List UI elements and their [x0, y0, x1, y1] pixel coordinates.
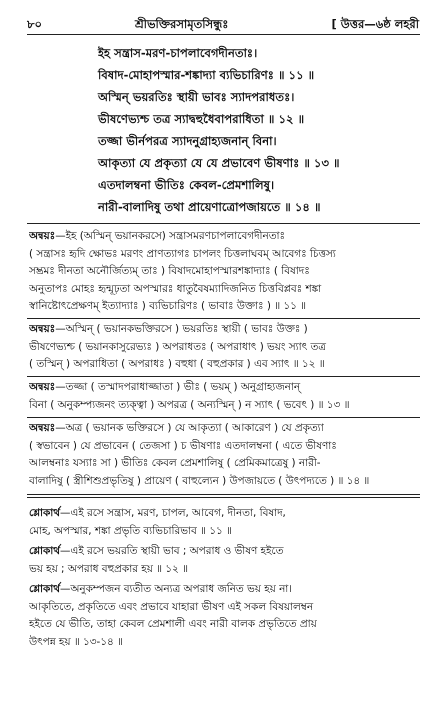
meaning-paragraph	[29, 543, 425, 578]
verse-line: অস্মিন্ ভয়রতিঃ স্থায়ী ভাবঃ স্যাদপরাধতঃ।	[98, 90, 295, 104]
verse-line: ভীষণেভ্যশ্চ তত্র স্যাদ্বহুধৈবাপরাধিতা ॥ ১২ ॥	[98, 112, 305, 126]
paragraph-divider	[27, 376, 420, 377]
section-divider	[27, 497, 420, 498]
text-line: বালাদিষু ( স্ত্রীশিশুপ্রভৃতিষু ) প্রায়েণ ( বাহুল্যেন ) উপজায়তে ( উৎপদ্যতে ) ॥ ১৪ ॥	[29, 474, 370, 487]
text-line: শ্লোকার্থ—এই রসে সন্ত্রাস, মরণ, চাপল, আবেগ, দীনতা, বিষাদ,	[29, 507, 286, 519]
verse-line: এতদালম্বনা ভীতিঃ কেবল-প্রেমশালিষু।	[98, 178, 275, 192]
text-line: মোহ, অপস্মার, শঙ্কা প্রভৃতি ব্যভিচারিভাব ॥ ১১ ॥	[29, 524, 232, 537]
text-line: স্বানিষ্টোৎপ্রেক্ষণম্ ইত্যাদ্যাঃ ) ব্যভিচারিণঃ ( ভাবাঃ উক্তাঃ ) ॥ ১১ ॥	[29, 300, 307, 313]
section-divider	[27, 494, 420, 495]
text-line: অন্বয়ঃ—ইহ (অস্মিন্ ভয়ানকরসে) সন্ত্রাসমরণচাপলাবেগদীনতাঃ	[29, 230, 286, 242]
meaning-label: শ্লোকার্থ	[29, 507, 61, 519]
anvaya-label: অন্বয়ঃ	[29, 422, 56, 434]
anvaya-paragraph	[29, 321, 425, 374]
anvaya-label: অন্বয়ঃ	[29, 381, 56, 393]
page-header	[27, 13, 419, 35]
paragraph-divider	[27, 318, 420, 319]
text-line: ভীষণেভ্যশ্চ ( ভয়ানকাসুরেভ্যঃ ) অপরাধতঃ ( অপরাধাৎ ) ভয়ং স্যাৎ তত্র	[29, 340, 326, 353]
text-line: হইতে যে ভীতি, তাহা কেবল প্রেমশালী এবং নারী বালক প্রভৃতিতে প্রায়	[29, 618, 317, 631]
text-line: আকৃতিতে, প্রকৃতিতে এবং প্রভাবে যাহারা ভীষণ এই সকল বিষয়ালম্বন	[29, 600, 314, 613]
text-line: অন্বয়ঃ—অত্র ( ভয়ানক ভক্তিরসে ) যে আকৃত্যা ( আকারেণ ) যে প্রকৃত্যা	[29, 422, 324, 434]
text-line: বিনা ( অনুকম্প্যজনং ত্যক্ত্বা ) অপরত্র ( অন্যস্মিন্ ) ন স্যাৎ ( ভবেৎ ) ॥ ১৩ ॥	[29, 398, 350, 411]
anvaya-paragraph	[29, 420, 425, 490]
text-line: উৎপন্ন হয় ॥ ১৩-১৪ ॥	[29, 635, 123, 648]
verse-line: আকৃত্যা যে প্রকৃত্যা যে যে প্রভাবেণ ভীষণাঃ ॥ ১৩ ॥	[98, 156, 340, 170]
anvaya-paragraph	[29, 379, 425, 414]
text-line: অন্বয়ঃ—তজ্জা ( তস্মাদপরাধাজ্জাতা ) ভীঃ ( ভয়ম্ ) অনুগ্রাহ্যজনান্	[29, 381, 301, 393]
text-line: ( সন্ত্রাসঃ হৃদি ক্ষোভঃ মরণং প্রাণত্যাগঃ চাপলং চিত্তলাঘবম্ আবেগঃ চিত্তস্য	[29, 247, 336, 260]
header-divider	[27, 34, 420, 35]
verse-line: তজ্জা ভীর্নপরত্র স্যাদনুগ্রাহ্যজনান্ বিনা।	[98, 134, 277, 148]
text-line: সম্ভ্রমঃ দীনতা অনৌর্জিত্যম্ তাঃ ) বিষাদমোহাপস্মারশঙ্কাদ্যাঃ ( বিষাদঃ	[29, 265, 310, 278]
anvaya-label: অন্বয়ঃ	[29, 323, 56, 335]
anvaya-paragraph	[29, 228, 425, 316]
page-number: ৮০	[27, 17, 42, 31]
text-line: শ্লোকার্থ—এই রসে ভয়রতি স্থায়ী ভাব ; অপরাধ ও ভীষণ হইতে	[29, 545, 284, 557]
text-line: অন্বয়ঃ—অস্মিন্ ( ভয়ানকভক্তিরসে ) ভয়রতিঃ স্থায়ী ( ভাবঃ উক্তঃ )	[29, 323, 308, 335]
section-label: [ উত্তর—৬ষ্ঠ লহরী	[331, 17, 419, 31]
meaning-label: শ্লোকার্থ	[29, 545, 61, 557]
book-title: শ্রীভক্তিরসামৃতসিন্ধুঃ	[135, 17, 229, 31]
verse-divider	[27, 223, 420, 224]
meaning-paragraph	[29, 581, 425, 651]
verse-line: বিষাদ-মোহাপস্মার-শঙ্কাদ্যা ব্যভিচারিণঃ ॥ ১১ ॥	[98, 68, 315, 82]
verse-block	[98, 42, 428, 218]
text-line: ভয় হয় ; অপরাধ বহুপ্রকার হয় ॥ ১২ ॥	[29, 562, 188, 575]
meaning-label: শ্লোকার্থ	[29, 583, 61, 595]
meaning-paragraph	[29, 505, 425, 540]
anvaya-label: অন্বয়ঃ	[29, 230, 56, 242]
paragraph-divider	[27, 417, 420, 418]
verse-line: ইহ সন্ত্রাস-মরণ-চাপলাবেগদীনতাঃ।	[98, 46, 258, 60]
text-line: ( স্বভাবেন ) যে প্রভাবেন ( তেজসা ) চ ভীষণাঃ এতদালম্বনা ( এতে ভীষণাঃ	[29, 439, 337, 452]
text-line: শ্লোকার্থ—অনুকম্পজন ব্যতীত অন্যত্র অপরাধ জনিত ভয় হয় না।	[29, 583, 293, 595]
text-line: ( তস্মিন্ ) অপরাধিতা ( অপরাধঃ ) বহুধা ( বহুপ্রকার ) এব স্যাৎ ॥ ১২ ॥	[29, 358, 325, 371]
text-line: আলম্বনাঃ যস্যাঃ সা ) ভীতিঃ কেবল প্রেমশালিষু ( প্রেমিকমাত্রেষু ) নারী-	[29, 457, 321, 470]
verse-line: নারী-বালাদিষু তথা প্রায়েণাত্রোপজায়তে ॥ ১৪ ॥	[98, 200, 321, 214]
text-line: অনুতাপঃ মোহঃ হৃন্মূঢ়তা অপস্মারঃ ধাতুবৈষম্যাদিজনিত চিত্তবিপ্লবঃ শঙ্কা	[29, 282, 322, 295]
